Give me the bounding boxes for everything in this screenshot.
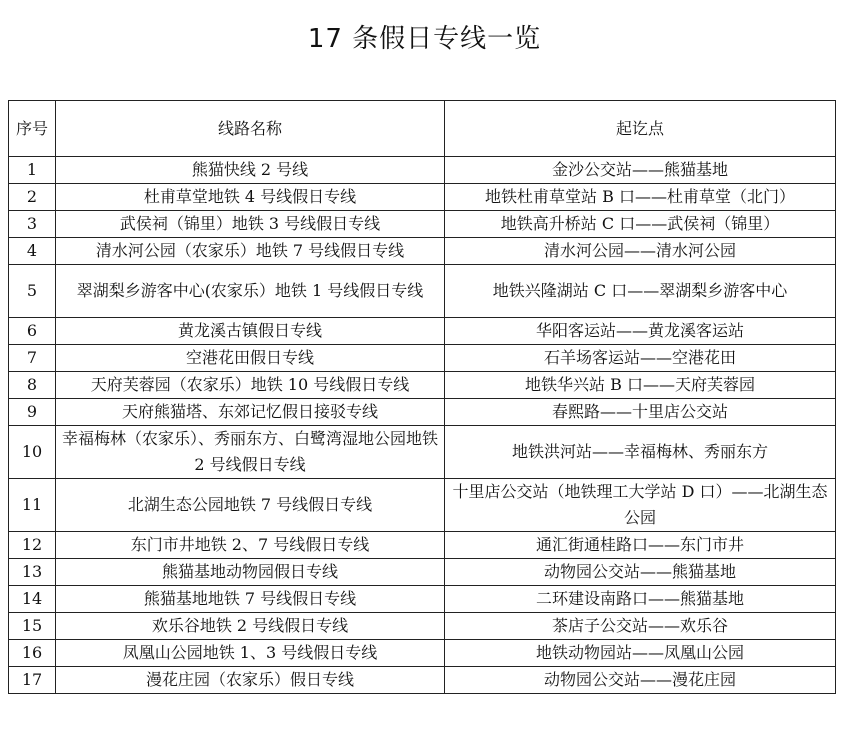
- table-row: [9, 318, 836, 345]
- row-endpoints: 二环建设南路口——熊猫基地: [445, 586, 836, 613]
- table-row: [9, 345, 836, 372]
- row-endpoints: 石羊场客运站——空港花田: [445, 345, 836, 372]
- table-row: [9, 613, 836, 640]
- row-endpoints: 地铁兴隆湖站 C 口——翠湖梨乡游客中心: [445, 265, 836, 318]
- row-route-name: 清水河公园（农家乐）地铁 7 号线假日专线: [56, 238, 445, 265]
- row-route-name: 熊猫基地动物园假日专线: [56, 559, 445, 586]
- row-route-name: 凤凰山公园地铁 1、3 号线假日专线: [56, 640, 445, 667]
- table-row: [9, 426, 836, 479]
- table-row: [9, 399, 836, 426]
- row-no: 13: [9, 559, 56, 586]
- row-no: 2: [9, 184, 56, 211]
- row-route-name: 东门市井地铁 2、7 号线假日专线: [56, 532, 445, 559]
- row-route-name: 漫花庄园（农家乐）假日专线: [56, 667, 445, 694]
- page-title: 17 条假日专线一览: [307, 24, 542, 54]
- row-endpoints: 春熙路——十里店公交站: [445, 399, 836, 426]
- table-row: [9, 667, 836, 694]
- row-endpoints: 动物园公交站——漫花庄园: [445, 667, 836, 694]
- table-header-row: [9, 101, 836, 157]
- row-no: 1: [9, 157, 56, 184]
- row-no: 9: [9, 399, 56, 426]
- table-row: [9, 265, 836, 318]
- row-route-name: 武侯祠（锦里）地铁 3 号线假日专线: [56, 211, 445, 238]
- table-row: [9, 211, 836, 238]
- table-row: [9, 532, 836, 559]
- row-no: 15: [9, 613, 56, 640]
- row-no: 11: [9, 479, 56, 532]
- table-row: [9, 184, 836, 211]
- row-endpoints: 地铁洪河站——幸福梅林、秀丽东方: [445, 426, 836, 479]
- table-row: [9, 372, 836, 399]
- table-row: [9, 479, 836, 532]
- row-route-name: 欢乐谷地铁 2 号线假日专线: [56, 613, 445, 640]
- row-route-name: 翠湖梨乡游客中心(农家乐）地铁 1 号线假日专线: [56, 265, 445, 318]
- table-row: [9, 640, 836, 667]
- table-row: [9, 586, 836, 613]
- row-endpoints: 地铁杜甫草堂站 B 口——杜甫草堂（北门）: [445, 184, 836, 211]
- header-no: 序号: [9, 101, 56, 157]
- row-route-name: 杜甫草堂地铁 4 号线假日专线: [56, 184, 445, 211]
- row-no: 5: [9, 265, 56, 318]
- row-endpoints: 华阳客运站——黄龙溪客运站: [445, 318, 836, 345]
- row-endpoints: 通汇街通桂路口——东门市井: [445, 532, 836, 559]
- row-no: 3: [9, 211, 56, 238]
- header-route-name: 线路名称: [56, 101, 445, 157]
- row-endpoints: 清水河公园——清水河公园: [445, 238, 836, 265]
- table-row: [9, 559, 836, 586]
- row-no: 10: [9, 426, 56, 479]
- row-no: 4: [9, 238, 56, 265]
- row-route-name: 熊猫基地地铁 7 号线假日专线: [56, 586, 445, 613]
- row-route-name: 天府熊猫塔、东郊记忆假日接驳专线: [56, 399, 445, 426]
- table-row: [9, 157, 836, 184]
- row-route-name: 空港花田假日专线: [56, 345, 445, 372]
- row-endpoints: 金沙公交站——熊猫基地: [445, 157, 836, 184]
- row-no: 8: [9, 372, 56, 399]
- row-no: 12: [9, 532, 56, 559]
- row-no: 14: [9, 586, 56, 613]
- row-no: 6: [9, 318, 56, 345]
- row-endpoints: 茶店子公交站——欢乐谷: [445, 613, 836, 640]
- routes-table: [8, 100, 836, 694]
- row-no: 17: [9, 667, 56, 694]
- row-endpoints: 地铁动物园站——凤凰山公园: [445, 640, 836, 667]
- row-route-name: 北湖生态公园地铁 7 号线假日专线: [56, 479, 445, 532]
- row-endpoints: 地铁高升桥站 C 口——武侯祠（锦里）: [445, 211, 836, 238]
- row-endpoints: 十里店公交站（地铁理工大学站 D 口）——北湖生态公园: [445, 479, 836, 532]
- table-row: [9, 238, 836, 265]
- header-endpoints: 起讫点: [445, 101, 836, 157]
- row-route-name: 黄龙溪古镇假日专线: [56, 318, 445, 345]
- row-route-name: 幸福梅林（农家乐）、秀丽东方、白鹭湾湿地公园地铁 2 号线假日专线: [56, 426, 445, 479]
- row-no: 16: [9, 640, 56, 667]
- row-route-name: 天府芙蓉园（农家乐）地铁 10 号线假日专线: [56, 372, 445, 399]
- row-endpoints: 动物园公交站——熊猫基地: [445, 559, 836, 586]
- row-no: 7: [9, 345, 56, 372]
- row-route-name: 熊猫快线 2 号线: [56, 157, 445, 184]
- row-endpoints: 地铁华兴站 B 口——天府芙蓉园: [445, 372, 836, 399]
